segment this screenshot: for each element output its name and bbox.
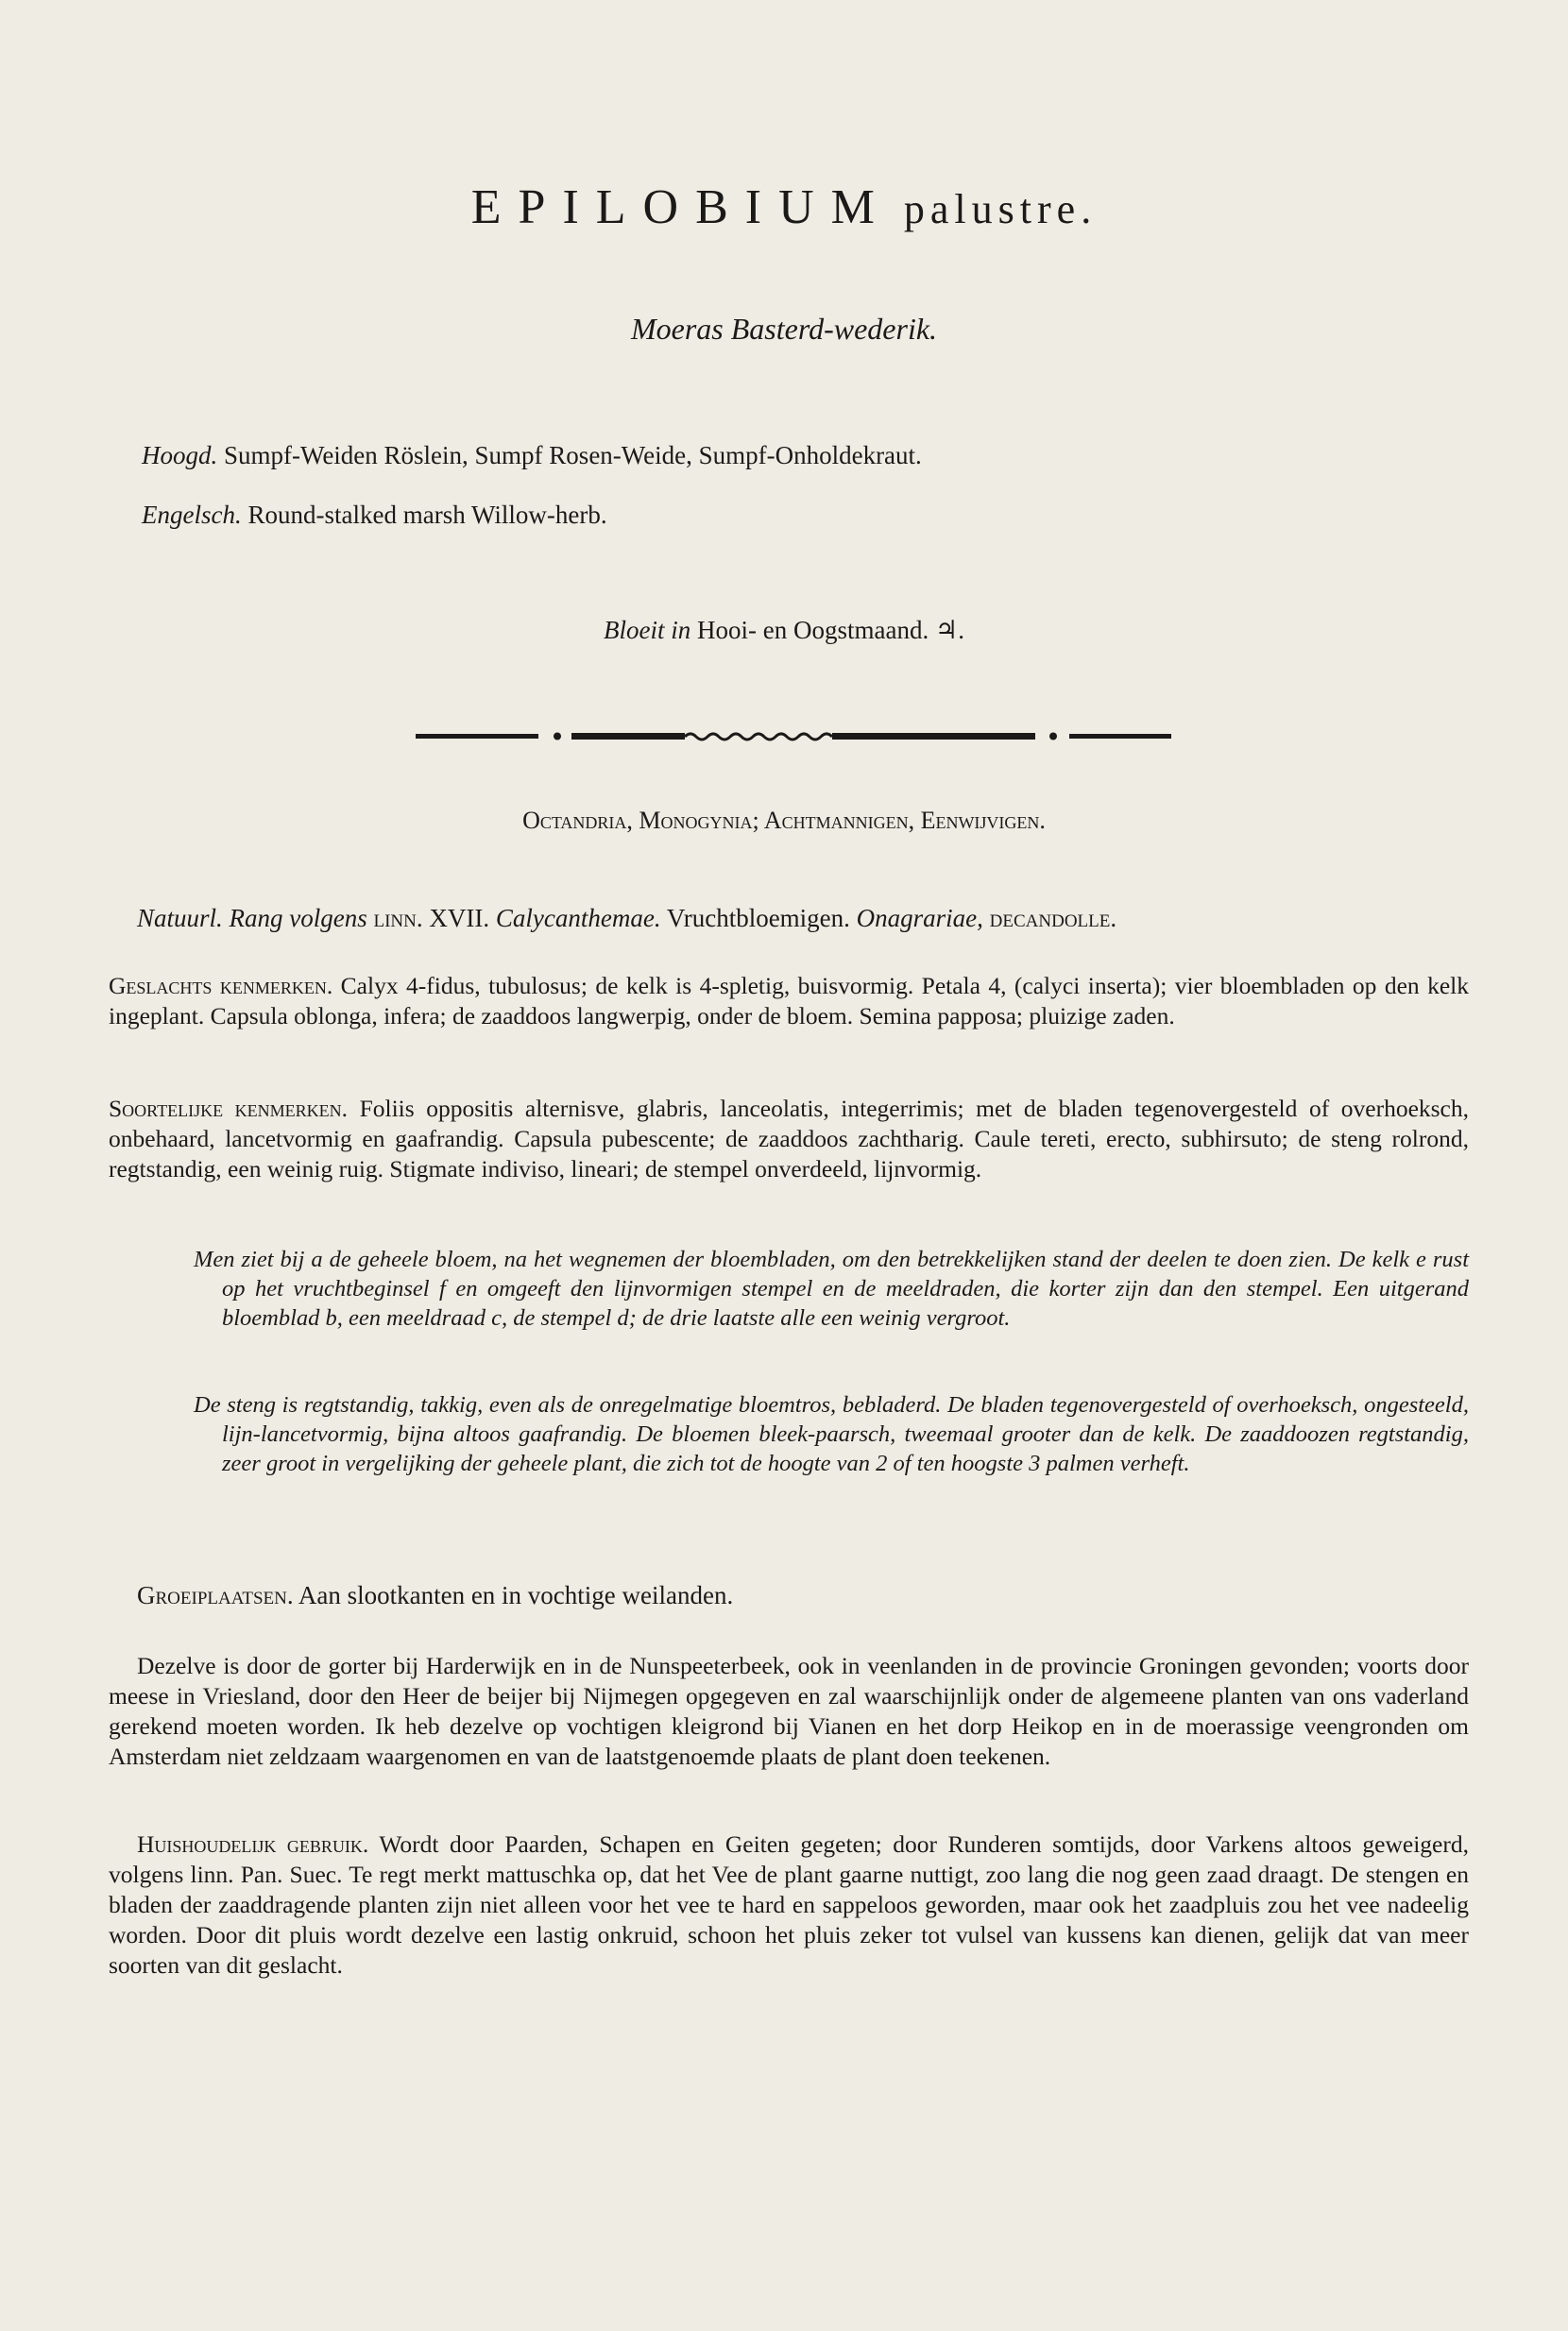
plate-explanation: Men ziet bij a de geheele bloem, na het wegnemen der bloembladen, om den betrekkelijken stand der deelen te doen zien. De kelk e rust op het vruchtbeginsel f en omgeeft den lijnvormigen stempel en de meeldraden, die korter zijn dan den stempel. Een uitgerand bloemblad b, een meeldraad c, de stempel d; de drie laatste alle een weinig vergroot. bbox=[194, 1247, 1469, 1331]
german-names bbox=[142, 439, 922, 471]
habitat-text: Aan slootkanten en in vochtige weilanden. bbox=[298, 1581, 734, 1609]
flowering-text: Hooi- en Oogstmaand. bbox=[697, 616, 929, 644]
rank-dutch: Vruchtbloemigen. bbox=[666, 904, 850, 932]
household-use-text: Wordt door Paarden, Schapen en Geiten gegeten; door Runderen somtijds, door Varkens altoos geweigerd, volgens linn. Pan. Suec. Te regt merkt mattuschka op, dat het Vee de plant gaarne nuttigt, zoo lang die nog geen zaad draagt. De stengen en bladen der zaaddragende planten zijn niet alleen voor het vee te hard en sappeloos geworden, maar ook het zaadpluis zou het vee nadeelig worden. Door dit pluis wordt dezelve een lastig onkruid, schoon het pluis zeker tot vulsel van kussens kan dienen, gelijk dat van meer soorten van dit geslacht. bbox=[109, 1830, 1469, 1979]
genus-characters-text: Calyx 4-fidus, tubulosus; de kelk is 4-spletig, buisvormig. Petala 4, (calyci inserta); vier bloembladen op den kelk ingeplant. Capsula oblonga, infera; de zaaddoos langwerpig, onder de bloem. Semina papposa; pluizige zaden. bbox=[109, 972, 1470, 1029]
english-names bbox=[142, 499, 607, 531]
species-name: palustre. bbox=[903, 186, 1098, 232]
plant-description: De steng is regtstandig, takkig, even als de onregelmatige bloemtros, bebladerd. De bladen tegenovergesteld of overhoeksch, ongesteeld, lijn-lancetvormig, bijna altoos gaafrandig. De bloemen bleek-paarsch, tweemaal grooter dan de kelk. De zaaddoozen regtstandig, zeer groot in vergelijking der geheele plant, die zich tot de hoogte van 2 of ten hoogste 3 palmen verheft. bbox=[194, 1392, 1469, 1476]
english-text: Round-stalked marsh Willow-herb. bbox=[247, 501, 607, 529]
flowering-label: Bloeit in bbox=[604, 616, 691, 644]
genus-characters-heading: Geslachts kenmerken. bbox=[109, 972, 333, 999]
linn-ref: linn. bbox=[373, 904, 423, 932]
genus-name: EPILOBIUM bbox=[470, 180, 892, 234]
flowering-period bbox=[0, 614, 1568, 646]
household-use-heading: Huishoudelijk gebruik. bbox=[137, 1830, 369, 1858]
natural-rank bbox=[137, 902, 1116, 934]
habitat bbox=[137, 1579, 733, 1611]
rank-author: decandolle. bbox=[989, 904, 1117, 932]
ornamental-divider bbox=[416, 729, 1171, 742]
habitat-heading: Groeiplaatsen. bbox=[137, 1581, 294, 1609]
page-title bbox=[0, 179, 1568, 235]
genus-characters bbox=[109, 971, 1469, 1031]
rank-latin: Calycanthemae. bbox=[495, 904, 661, 932]
species-characters-text: Foliis oppositis alternisve, glabris, lanceolatis, integerrimis; met de bladen tegenovergesteld of overhoeksch, onbehaard, lancetvormig en gaafrandig. Capsula pubescente; de zaaddoos zachtharig. Caule tereti, erecto, subhirsuto; de steng rolrond, regtstandig, een weinig ruig. Stigmate indiviso, lineari; de stempel onverdeeld, lijnvormig. bbox=[109, 1095, 1470, 1183]
english-label: Engelsch. bbox=[142, 501, 242, 529]
rank-family: Onagrariae, bbox=[856, 904, 983, 932]
common-name: Moeras Basterd-wederik. bbox=[630, 312, 938, 346]
localities: Dezelve is door de gorter bij Harderwijk en in de Nunspeeterbeek, ook in veenlanden in de provincie Groningen gevonden; voorts door meese in Vriesland, door den Heer de beijer bij Nijmegen opgegeven en zal waarschijnlijk onder de algemeene planten van ons vaderland gerekend moeten worden. Ik heb dezelve op vochtigen kleigrond bij Vianen en het dorp Heikop en in de moerassige veengronden om Amsterdam niet zeldzaam waargenomen en van de laatstgenoemde plaats de plant doen teekenen. bbox=[109, 1652, 1469, 1770]
german-text: Sumpf-Weiden Röslein, Sumpf Rosen-Weide, Sumpf-Onholdekraut. bbox=[224, 441, 922, 469]
classification: Octandria, Monogynia; Achtmannigen, Eenwijvigen. bbox=[522, 807, 1046, 834]
household-use bbox=[109, 1829, 1469, 1981]
rank-number: XVII. bbox=[429, 904, 490, 932]
natural-rank-label: Natuurl. Rang volgens bbox=[137, 904, 367, 932]
german-label: Hoogd. bbox=[142, 441, 218, 469]
species-characters bbox=[109, 1094, 1469, 1184]
perennial-symbol: ♃. bbox=[934, 616, 964, 644]
species-characters-heading: Soortelijke kenmerken. bbox=[109, 1095, 349, 1122]
